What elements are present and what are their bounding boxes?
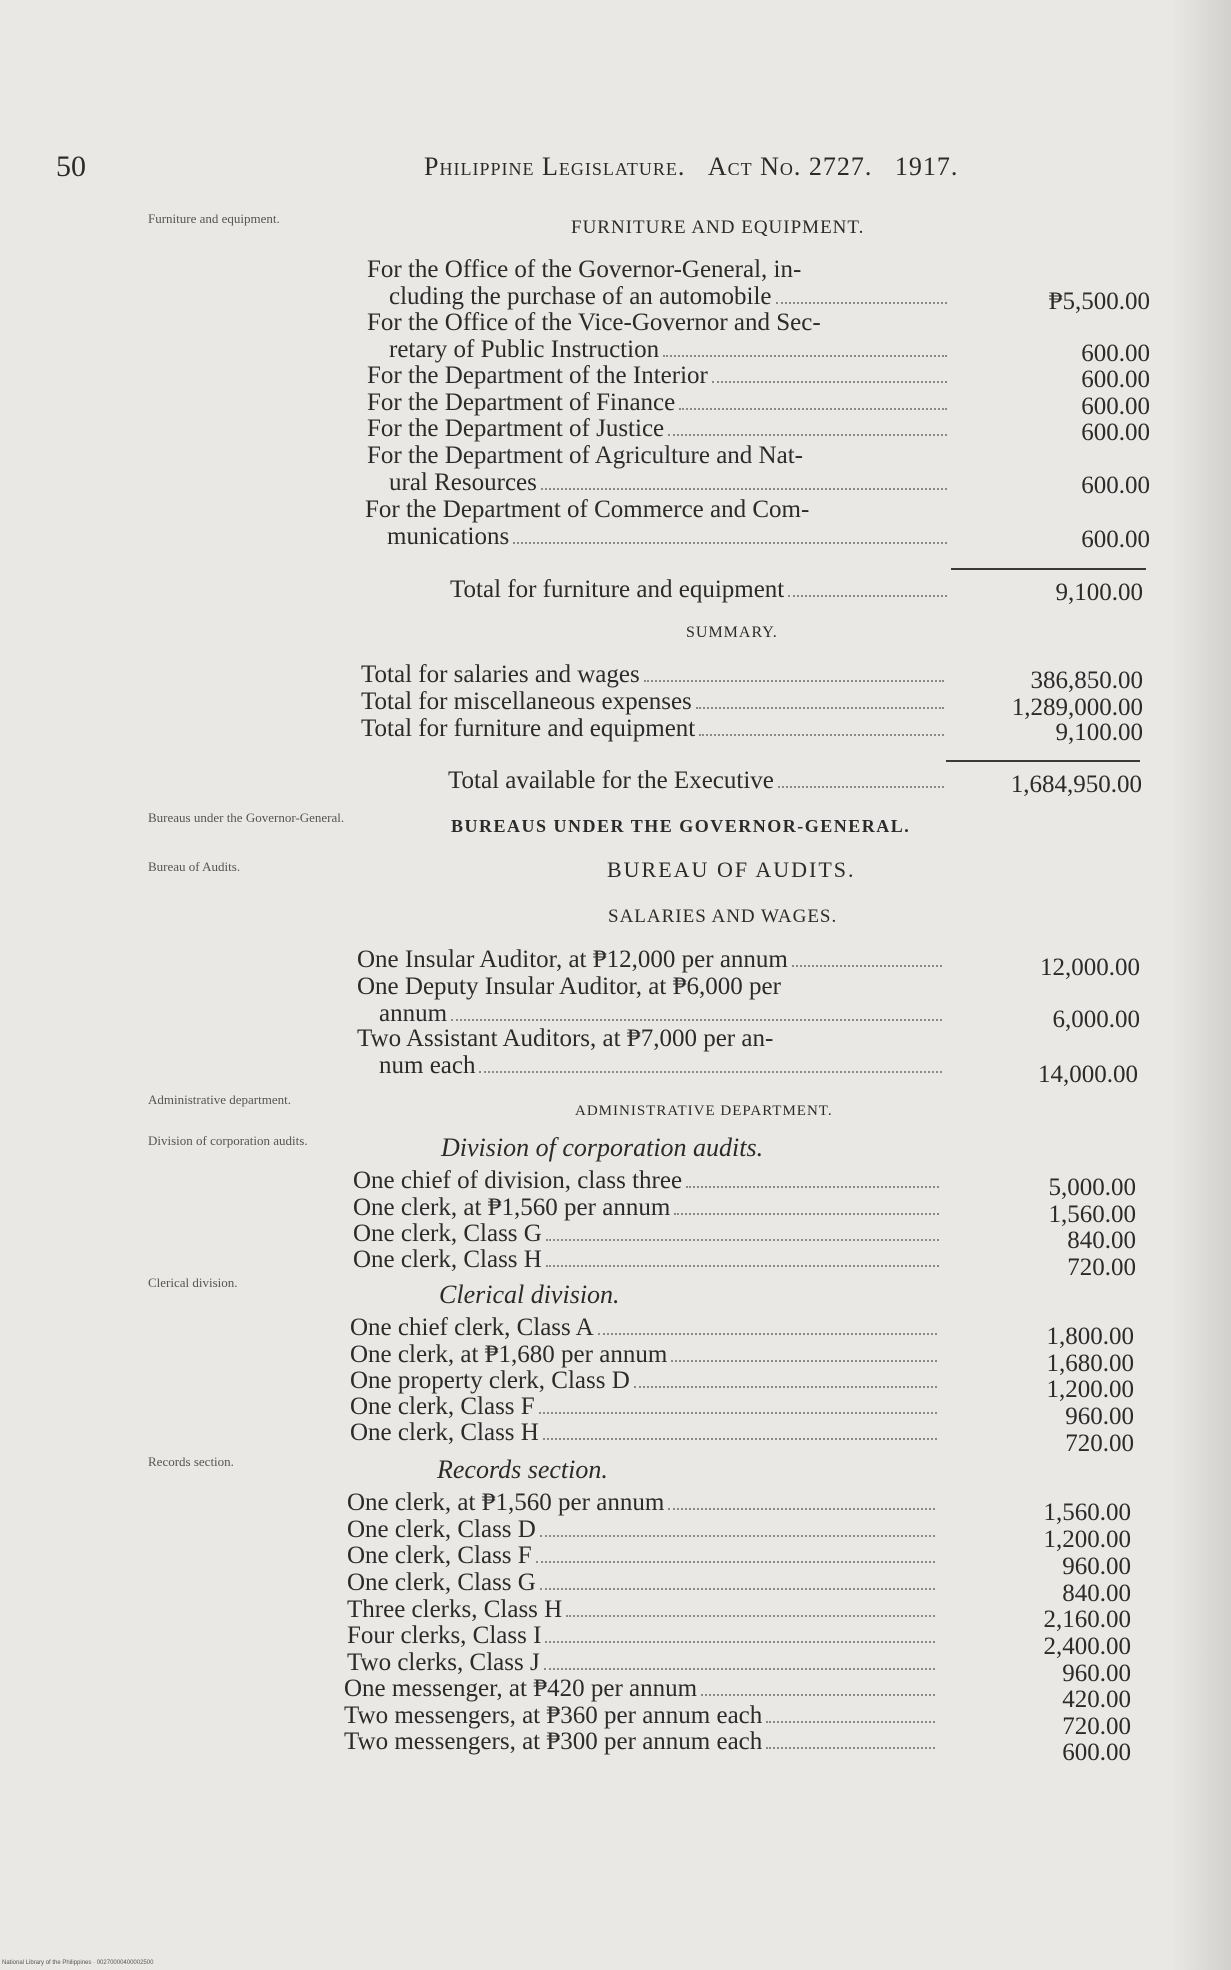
page-edge-shadow <box>1171 0 1231 1970</box>
corp-subheading: Division of corporation audits. <box>441 1133 764 1162</box>
running-head-act: Act No. 2727. <box>707 152 873 181</box>
bureau-of-audits-heading: BUREAU OF AUDITS. <box>607 857 856 882</box>
furniture-amount: ₱5,500.00 <box>1048 288 1150 315</box>
total-rule <box>946 760 1140 762</box>
furniture-item: For the Office of the Governor-General, in- cluding the purchase of an automobile <box>367 256 951 310</box>
records-amount: 960.00 <box>1062 1553 1131 1580</box>
margin-note-furniture: Furniture and equipment. <box>148 211 280 226</box>
clerical-item: One clerk, Class F <box>350 1393 941 1420</box>
bureau-item: Two Assistant Auditors, at ₱7,000 per an- num each <box>357 1025 946 1079</box>
margin-note-corp: Division of corporation audits. <box>148 1133 308 1148</box>
summary-item: Total for miscellaneous expenses <box>361 688 948 715</box>
records-item: One messenger, at ₱420 per annum <box>344 1675 939 1702</box>
clerical-subheading: Clerical division. <box>439 1280 620 1309</box>
records-amount: 960.00 <box>1062 1660 1131 1687</box>
total-rule <box>951 568 1146 570</box>
records-item: Two messengers, at ₱300 per annum each <box>344 1728 939 1755</box>
records-item: One clerk, Class F <box>347 1542 939 1569</box>
running-head <box>424 152 958 182</box>
records-subheading: Records section. <box>437 1455 608 1484</box>
running-head-year: 1917. <box>894 152 959 181</box>
furniture-amount: 600.00 <box>1081 340 1150 367</box>
summary-total: Total available for the Executive <box>448 767 948 794</box>
bureau-amount: 14,000.00 <box>1038 1061 1138 1088</box>
furniture-item: For the Department of Finance <box>367 389 951 416</box>
summary-item: Total for salaries and wages <box>361 661 948 688</box>
records-amount: 600.00 <box>1062 1739 1131 1766</box>
summary-amount: 386,850.00 <box>1030 667 1143 694</box>
corp-amount: 840.00 <box>1067 1227 1136 1254</box>
records-amount: 720.00 <box>1062 1713 1131 1740</box>
clerical-amount: 1,200.00 <box>1046 1376 1134 1403</box>
clerical-amount: 1,800.00 <box>1046 1323 1134 1350</box>
margin-note-records: Records section. <box>148 1454 234 1469</box>
records-amount: 2,160.00 <box>1043 1606 1131 1633</box>
corp-item: One clerk, at ₱1,560 per annum <box>353 1194 943 1221</box>
margin-note-audits: Bureau of Audits. <box>148 859 241 874</box>
bureau-amount: 12,000.00 <box>1040 954 1140 981</box>
records-amount: 1,560.00 <box>1043 1499 1131 1526</box>
margin-note-clerical: Clerical division. <box>148 1275 238 1290</box>
scan-credit: National Library of the Philippines · 00270000400002500 <box>2 1960 154 1966</box>
corp-item: One clerk, Class G <box>353 1220 943 1247</box>
furniture-item: For the Department of the Interior <box>367 362 951 389</box>
records-amount: 840.00 <box>1062 1580 1131 1607</box>
records-item: Two messengers, at ₱360 per annum each <box>344 1702 939 1729</box>
clerical-item: One chief clerk, Class A <box>350 1314 941 1341</box>
summary-item: Total for furniture and equipment <box>361 715 948 742</box>
running-head-legislature: Philippine Legislature. <box>424 152 686 181</box>
furniture-total: Total for furniture and equipment <box>450 576 951 603</box>
clerical-item: One property clerk, Class D <box>350 1367 941 1394</box>
furniture-amount: 600.00 <box>1081 472 1150 499</box>
furniture-item: For the Department of Agriculture and Nat- ural Resources <box>367 442 951 496</box>
clerical-item: One clerk, Class H <box>350 1419 941 1446</box>
furniture-amount: 600.00 <box>1081 393 1150 420</box>
records-amount: 1,200.00 <box>1043 1526 1131 1553</box>
bureaus-heading: BUREAUS UNDER THE GOVERNOR-GENERAL. <box>451 816 911 836</box>
records-amount: 420.00 <box>1062 1686 1131 1713</box>
clerical-amount: 960.00 <box>1065 1403 1134 1430</box>
bureau-item: One Deputy Insular Auditor, at ₱6,000 per annum <box>357 973 946 1027</box>
records-item: One clerk, at ₱1,560 per annum <box>347 1489 939 1516</box>
clerical-amount: 720.00 <box>1065 1430 1134 1457</box>
page-number: 50 <box>56 150 86 183</box>
corp-amount: 1,560.00 <box>1048 1201 1136 1228</box>
furniture-amount: 600.00 <box>1081 366 1150 393</box>
records-item: One clerk, Class G <box>347 1569 939 1596</box>
clerical-item: One clerk, at ₱1,680 per annum <box>350 1341 941 1368</box>
furniture-item: For the Office of the Vice-Governor and Sec- retary of Public Instruction <box>367 309 951 363</box>
furniture-item: For the Department of Justice <box>367 415 951 442</box>
bureau-amount: 6,000.00 <box>1052 1006 1140 1033</box>
furniture-total-amount: 9,100.00 <box>1055 579 1143 606</box>
records-amount: 2,400.00 <box>1043 1633 1131 1660</box>
furniture-amount: 600.00 <box>1081 526 1150 553</box>
furniture-amount: 600.00 <box>1081 419 1150 446</box>
salaries-heading: SALARIES AND WAGES. <box>608 906 838 927</box>
records-item: Four clerks, Class I <box>347 1622 939 1649</box>
margin-note-bureaus: Bureaus under the Governor-General. <box>148 810 345 825</box>
corp-item: One clerk, Class H <box>353 1246 943 1273</box>
summary-total-amount: 1,684,950.00 <box>1010 771 1142 798</box>
summary-amount: 9,100.00 <box>1055 719 1143 746</box>
records-item: One clerk, Class D <box>347 1516 939 1543</box>
margin-note-admin: Administrative department. <box>148 1092 291 1107</box>
records-item: Two clerks, Class J <box>347 1649 939 1676</box>
furniture-item: For the Department of Commerce and Com- munications <box>365 496 951 550</box>
records-item: Three clerks, Class H <box>347 1596 939 1623</box>
furniture-heading: FURNITURE AND EQUIPMENT. <box>571 217 865 238</box>
bureau-item: One Insular Auditor, at ₱12,000 per annum <box>357 946 946 973</box>
summary-amount: 1,289,000.00 <box>1011 694 1143 721</box>
admin-heading: ADMINISTRATIVE DEPARTMENT. <box>575 1103 833 1119</box>
corp-item: One chief of division, class three <box>353 1167 943 1194</box>
corp-amount: 5,000.00 <box>1048 1174 1136 1201</box>
summary-heading: SUMMARY. <box>686 624 778 641</box>
clerical-amount: 1,680.00 <box>1046 1350 1134 1377</box>
corp-amount: 720.00 <box>1067 1254 1136 1281</box>
